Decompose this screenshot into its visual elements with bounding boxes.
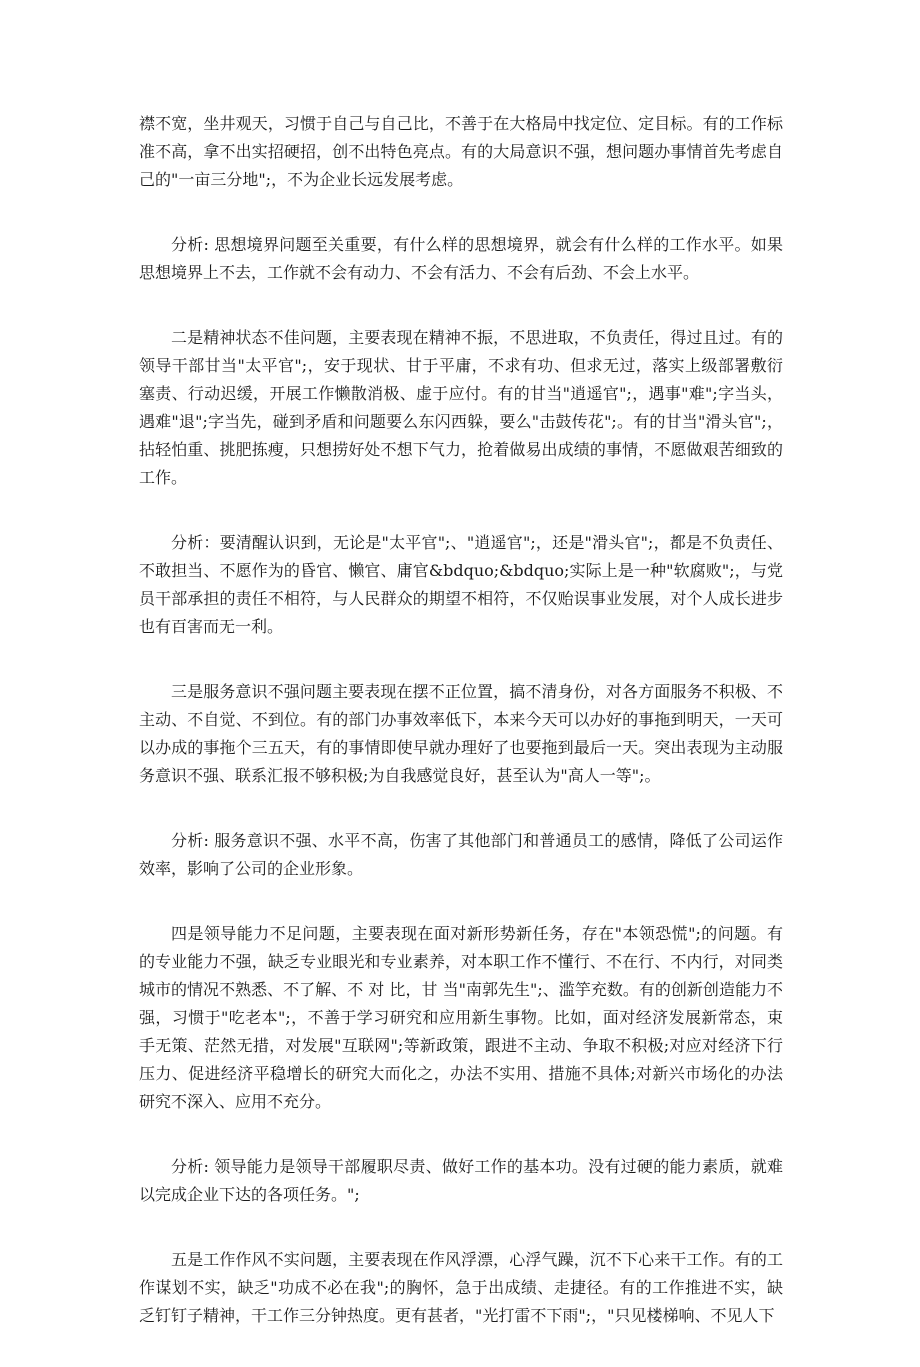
paragraph-analysis-spirit: 分析：要清醒认识到，无论是"太平官";、"逍遥官";，还是"滑头官";，都是不负责任、不敢担当、不愿作为的昏官、懒官、庸官&bdquo;&bdquo;实际上是一种"软腐败";，与党员干部承担的责任不相符，与人民群众的期望不相符，不仅贻误事业发展，对个人成长进步也有百害而无一利。 (139, 533, 783, 636)
paragraph-analysis-mindset: 分析: 思想境界问题至关重要，有什么样的思想境界，就会有什么样的工作水平。如果思想境界上不去，工作就不会有动力、不会有活力、不会有后劲、不会上水平。 (139, 235, 783, 282)
paragraph-continued: 襟不宽，坐井观天，习惯于自己与自己比，不善于在大格局中找定位、定目标。有的工作标准不高，拿不出实招硬招，创不出特色亮点。有的大局意识不强，想问题办事情首先考虑自己的"一亩三分地";，不为企业长远发展考虑。 (139, 114, 783, 189)
paragraph-work-style: 五是工作作风不实问题，主要表现在作风浮漂，心浮气躁，沉不下心来干工作。有的工作谋划不实，缺乏"功成不必在我";的胸怀，急于出成绩、走捷径。有的工作推进不实，缺乏钉钉子精神，干工作三分钟热度。更有甚者，"光打雷不下雨";，"只见楼梯响、不见人下 (139, 1250, 783, 1325)
document-body (139, 110, 783, 1367)
paragraph-analysis-service: 分析: 服务意识不强、水平不高，伤害了其他部门和普通员工的感情，降低了公司运作效率，影响了公司的企业形象。 (139, 831, 783, 878)
paragraph-service-awareness: 三是服务意识不强问题主要表现在摆不正位置，搞不清身份，对各方面服务不积极、不主动、不自觉、不到位。有的部门办事效率低下，本来今天可以办好的事拖到明天，一天可以办成的事拖个三五天，有的事情即使早就办理好了也要拖到最后一天。突出表现为主动服务意识不强、联系汇报不够积极;为自我感觉良好，甚至认为"高人一等";。 (139, 682, 783, 785)
paragraph-spirit-state: 二是精神状态不佳问题，主要表现在精神不振，不思进取，不负责任，得过且过。有的领导干部甘当"太平官";，安于现状、甘于平庸，不求有功、但求无过，落实上级部署敷衍塞责、行动迟缓，开展工作懒散消极、虚于应付。有的甘当"逍遥官";，遇事"难";字当头，遇难"退";字当先，碰到矛盾和问题要么东闪西躲，要么"击鼓传花";。有的甘当"滑头官";，拈轻怕重、挑肥拣瘦，只想捞好处不想下气力，抢着做易出成绩的事情，不愿做艰苦细致的工作。 (139, 328, 783, 487)
paragraph-leadership-ability: 四是领导能力不足问题，主要表现在面对新形势新任务，存在"本领恐慌";的问题。有的专业能力不强，缺乏专业眼光和专业素养，对本职工作不懂行、不在行、不内行，对同类城市的情况不熟悉、不了解、不 对 比，甘 当"南郭先生";、滥竽充数。有的创新创造能力不强，习惯于"吃老本";，不善于学习研究和应用新生事物。比如，面对经济发展新常态，束手无策、茫然无措，对发展"互联网";等新政策，跟进不主动、争取不积极;对应对经济下行压力、促进经济平稳增长的研究大而化之，办法不实用、措施不具体;对新兴市场化的办法研究不深入、应用不充分。 (139, 924, 783, 1111)
paragraph-analysis-leadership: 分析: 领导能力是领导干部履职尽责、做好工作的基本功。没有过硬的能力素质，就难以完成企业下达的各项任务。"; (139, 1157, 783, 1204)
